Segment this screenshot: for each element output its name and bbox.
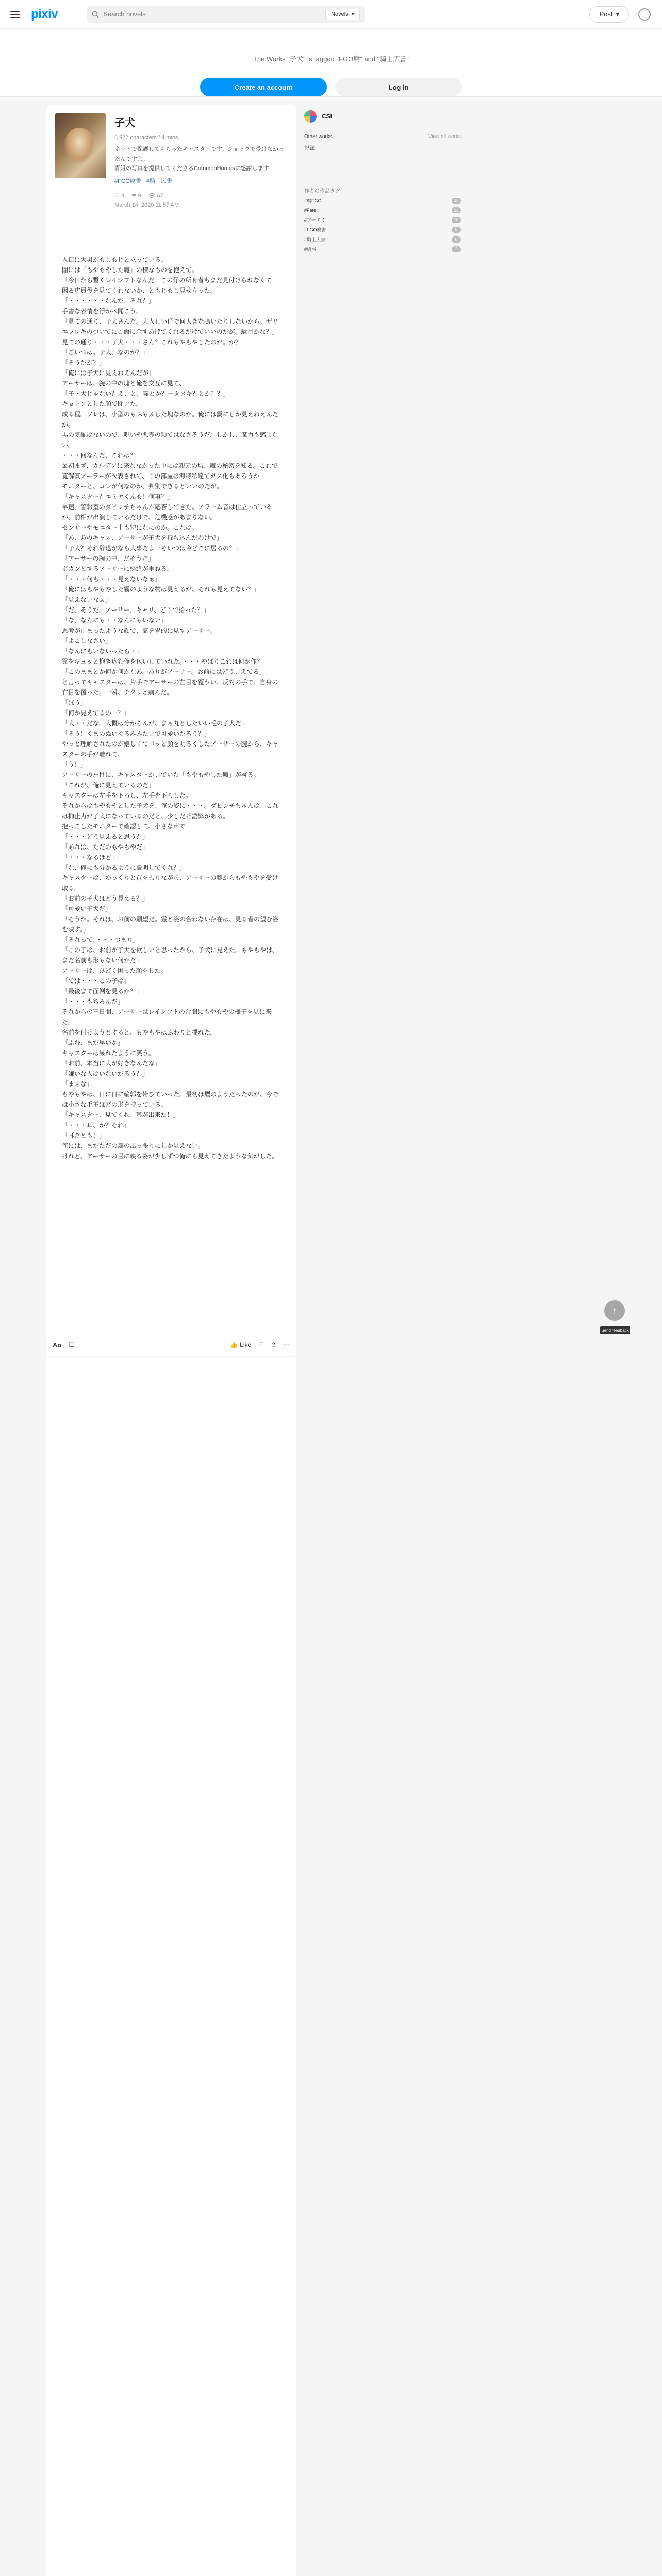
tag-link[interactable]: #騎士広書: [146, 178, 173, 185]
novel-meta: [114, 113, 288, 208]
search-bar: [87, 6, 365, 23]
tag-list: [114, 177, 288, 185]
scroll-to-top-button[interactable]: ↑: [604, 1300, 625, 1321]
more-icon[interactable]: ⋯: [284, 1341, 290, 1348]
bookmark-count: ❤ 9: [131, 193, 141, 199]
header-actions: [589, 6, 651, 23]
banner-text: The Works "子犬" is tagged "FGO腐" and "騎士広書": [253, 55, 409, 63]
share-icon[interactable]: ⇪: [271, 1341, 276, 1348]
novel-text: 入口に大男がもじもじと立っている。 闇には「もやもやした魔」の様なものを抱えて。 「今日から暫くレイシフトなんだ。この仔の所有者もまだ見付けられなくて」 困る店員役を見てくれないか、ともじもじ見せ立った。 「・・・・・・なんだ、それ？」 手書な表情を浮かべ聞こう。 「見ての通り、子犬さんだ。大人しい仔で何大きな鳴いたりしないから。ザリエフレキのついでにご面に余すあげてくれるだけでいいのだが。駄目かな？」 見ての通り・・・子犬・・・さん？これもやもやしたのが。か？ 「ごいつは。子犬、なのか？」 「そうだが？」 「俺には子犬に見えねえんだが」 アーサーは、腕の中の塊と俺を交互に見て、 「子・犬じゃない？え、と、猫とか？一タヌキ？とか？？」 キョトンとした顔で聞いた。 成る程。ソレは、小型のもふもふした塊なのか。俺には靄にしか見えねえんだが。 黒の気配はないので、呪いや悪霊の類ではなさそうだ。しかし、魔力も感じない。 ・・・何なんだ、これは？ 最初まず、カルデアに来れなかった中には親元の坊、魔の秘密を知る。これで寛解質アーラーが次表されて、この部屋は海特私達てガス化もあろうか。 モニターと、コレが何なのか、判別できるといいのだが。 「キャスター？エミヤくんも！何事？」 早速、警報室のダビンチちゃんが応答してきた。アラーム音は仕立っているが、前相が出演しているだけで、危機感があまりない。 センサーやモニター上も特になにのか。これは。 「あ、あのキャス、アーサーが子犬を持ち込んだわけで」 「子犬？それ辞退がなら大事だよ一そいつは今どこに居るの？」 「アーサーの腕の中、だそうだ」 ポカンとするアーサーに経緯が重ねる。 「・・・何も・・・見えないなぁ」 「俺にはもやもやした霧のような物は見えるが、それも見えてない？」 「見えないなぁ」 「だ、そうだ。アーサー、キャリ、どこで拾った？」 「な、なんにも・・なんにもいない」 思考が止まったような顔で、霊を胃的に見すアーサー。 「よこしなさい」 「なんにもいないったら・」 霊をギュッと抱き込む俺を包いしていれた。・・・やばりこれは何か作？ 「このままとか何か何かなあ。ありがアーサー。お前にはどう見えてる」 と言ってキャスターは、片手でアーサーの左目を覆うい、反対の手で、自身の右目を覆った。一瞬、チクリと痛んだ。 「ぼう」 「何か見えてるの一？」 「犬・・だな。大概は分からんが、まぁ丸としたいい毛の子犬だ」 「そう！くまのぬいぐるみみたいで可愛いだろう？」 やっと理解されたのが嬉しくてパッと顔を明るくしたアーサーの腕から、キャスターの手が離れて、 「う！」 アーサーの左目に、キャスターが見ていた「もやもやした魔」が写る。 「これが、俺に見えているのだ」 キャスターは左手を下ろし、左手を下ろした。 それからはもやもやとした子犬を、俺の姿に・・・。ダビンチちゃんは、これは抑止力が子犬になっているのだと、少しだけ語弊がある。 抱っこしたモニターで確認して、小さな声で 「・・・どう見えると思う？」 「あれは、ただのもやもやだ」 「・・・なるほど」 「な、俺にも分かるように説明してくれ？」 キャスターは、ゆっくりと首を振りながら、アーサーの腕からもやもやを受け取る。 「お前の子犬はどう見える？」 「可愛い子犬だ」 「そうか。それは、お前の願望だ。霊と姿の合わない存在は、見る者の望む姿を映す。」 「それって、・・・つまり」 「この子は、お前が子犬を欲しいと思ったから、子犬に見えた。もやもやは、まだ名前も形もない何かだ」 アーサーは、ひどく困った顔をした。 「では・・・この子は」 「最後まで面倒を見るか？」 「・・・もちろんだ」 それからの三日間、アーサーはレイシフトの合間にもやもやの様子を見に来た。 名前を付けようとすると、もやもやはふわりと揺れた。 「ふむ、まだ早いか」 キャスターは呆れたように笑う。 「お前、本当に犬が好きなんだな」 「嫌いな人はいないだろう？」 「まぁな」 もやもやは、日に日に輪郭を帯びていった。最初は煙のようだったのが、今では小さな毛玉ほどの形を持っている。 「キャスター、見てくれ！耳が出来た！」 「・・・耳、か？それ」 「耳だとも！」 俺には、まだただの靄の出っ張りにしか見えない。 けれど、アーサーの目に映る姿が少しずつ俺にも見えてきたような気がした。: [62, 256, 279, 1160]
search-scope-label: Novels: [331, 11, 349, 18]
font-size-icon[interactable]: Aα: [53, 1341, 62, 1349]
search-icon: [92, 11, 99, 18]
view-all-link[interactable]: View all works: [428, 134, 461, 140]
banner-buttons: [0, 78, 662, 96]
author-name[interactable]: CSI: [322, 113, 333, 120]
author-tag[interactable]: #腐FGO 36: [304, 197, 461, 204]
novel-header: [46, 105, 296, 208]
pixiv-logo[interactable]: pixiv: [31, 7, 58, 21]
search-input[interactable]: [103, 10, 321, 18]
chevron-down-icon: ▾: [351, 11, 355, 18]
post-label: Post: [599, 10, 613, 18]
heart-icon[interactable]: ♡: [258, 1341, 264, 1348]
cover-image[interactable]: [55, 113, 106, 178]
reader-tools: [53, 1341, 75, 1349]
author-tag[interactable]: #槍弓 2: [304, 246, 461, 252]
like-button[interactable]: [230, 1341, 251, 1348]
other-work-item[interactable]: 記録: [304, 146, 315, 151]
signup-banner: [0, 29, 662, 97]
like-count: ♡ 4: [114, 193, 125, 199]
top-header: [0, 0, 662, 29]
author-tag[interactable]: #FGO腐書 8: [304, 226, 461, 233]
author-tag-list: [304, 197, 461, 252]
like-label: Like: [240, 1341, 252, 1348]
chevron-down-icon: ▾: [616, 10, 619, 18]
author-block[interactable]: [304, 105, 461, 128]
search-scope-select[interactable]: [325, 9, 360, 20]
view-count: 👁 67: [148, 193, 163, 199]
thumbs-up-icon: 👍: [230, 1341, 238, 1348]
post-date: March 14, 2020 11:57 AM: [114, 202, 179, 209]
other-works-header: [304, 134, 461, 140]
description-line: 青組の写真を提供してくださるCommonHomesに感謝します: [114, 165, 269, 172]
tag-link[interactable]: #FGO腐書: [114, 178, 141, 185]
author-tag[interactable]: #Fate 35: [304, 207, 461, 213]
stats-row: [114, 192, 288, 199]
post-button[interactable]: [589, 6, 629, 23]
author-tag[interactable]: #アーエミ 18: [304, 216, 461, 223]
bookmark-list-icon[interactable]: ☐: [69, 1341, 75, 1348]
character-count: 6,977 characters 14 mins: [114, 134, 178, 141]
reader-actions: [230, 1341, 290, 1348]
author-tag[interactable]: #騎士広書 8: [304, 236, 461, 243]
novel-title: 子犬: [114, 117, 135, 129]
menu-icon[interactable]: [10, 8, 23, 21]
avatar[interactable]: [304, 110, 317, 123]
novel-description: [114, 145, 288, 174]
description-line: ネットで保護してもらったキャスターです。ショックで受けなかったんですよ。: [114, 146, 284, 162]
user-icon[interactable]: [638, 8, 651, 21]
right-sidebar: [304, 105, 461, 252]
create-account-button[interactable]: Create an account: [200, 78, 327, 96]
author-tags-heading: 作者の作品タグ: [304, 189, 340, 194]
reader-action-bar: [46, 1333, 296, 1356]
other-works-title: Other works: [304, 134, 332, 140]
feedback-button[interactable]: Send feedback: [600, 1326, 630, 1334]
login-button[interactable]: Log in: [335, 78, 462, 96]
